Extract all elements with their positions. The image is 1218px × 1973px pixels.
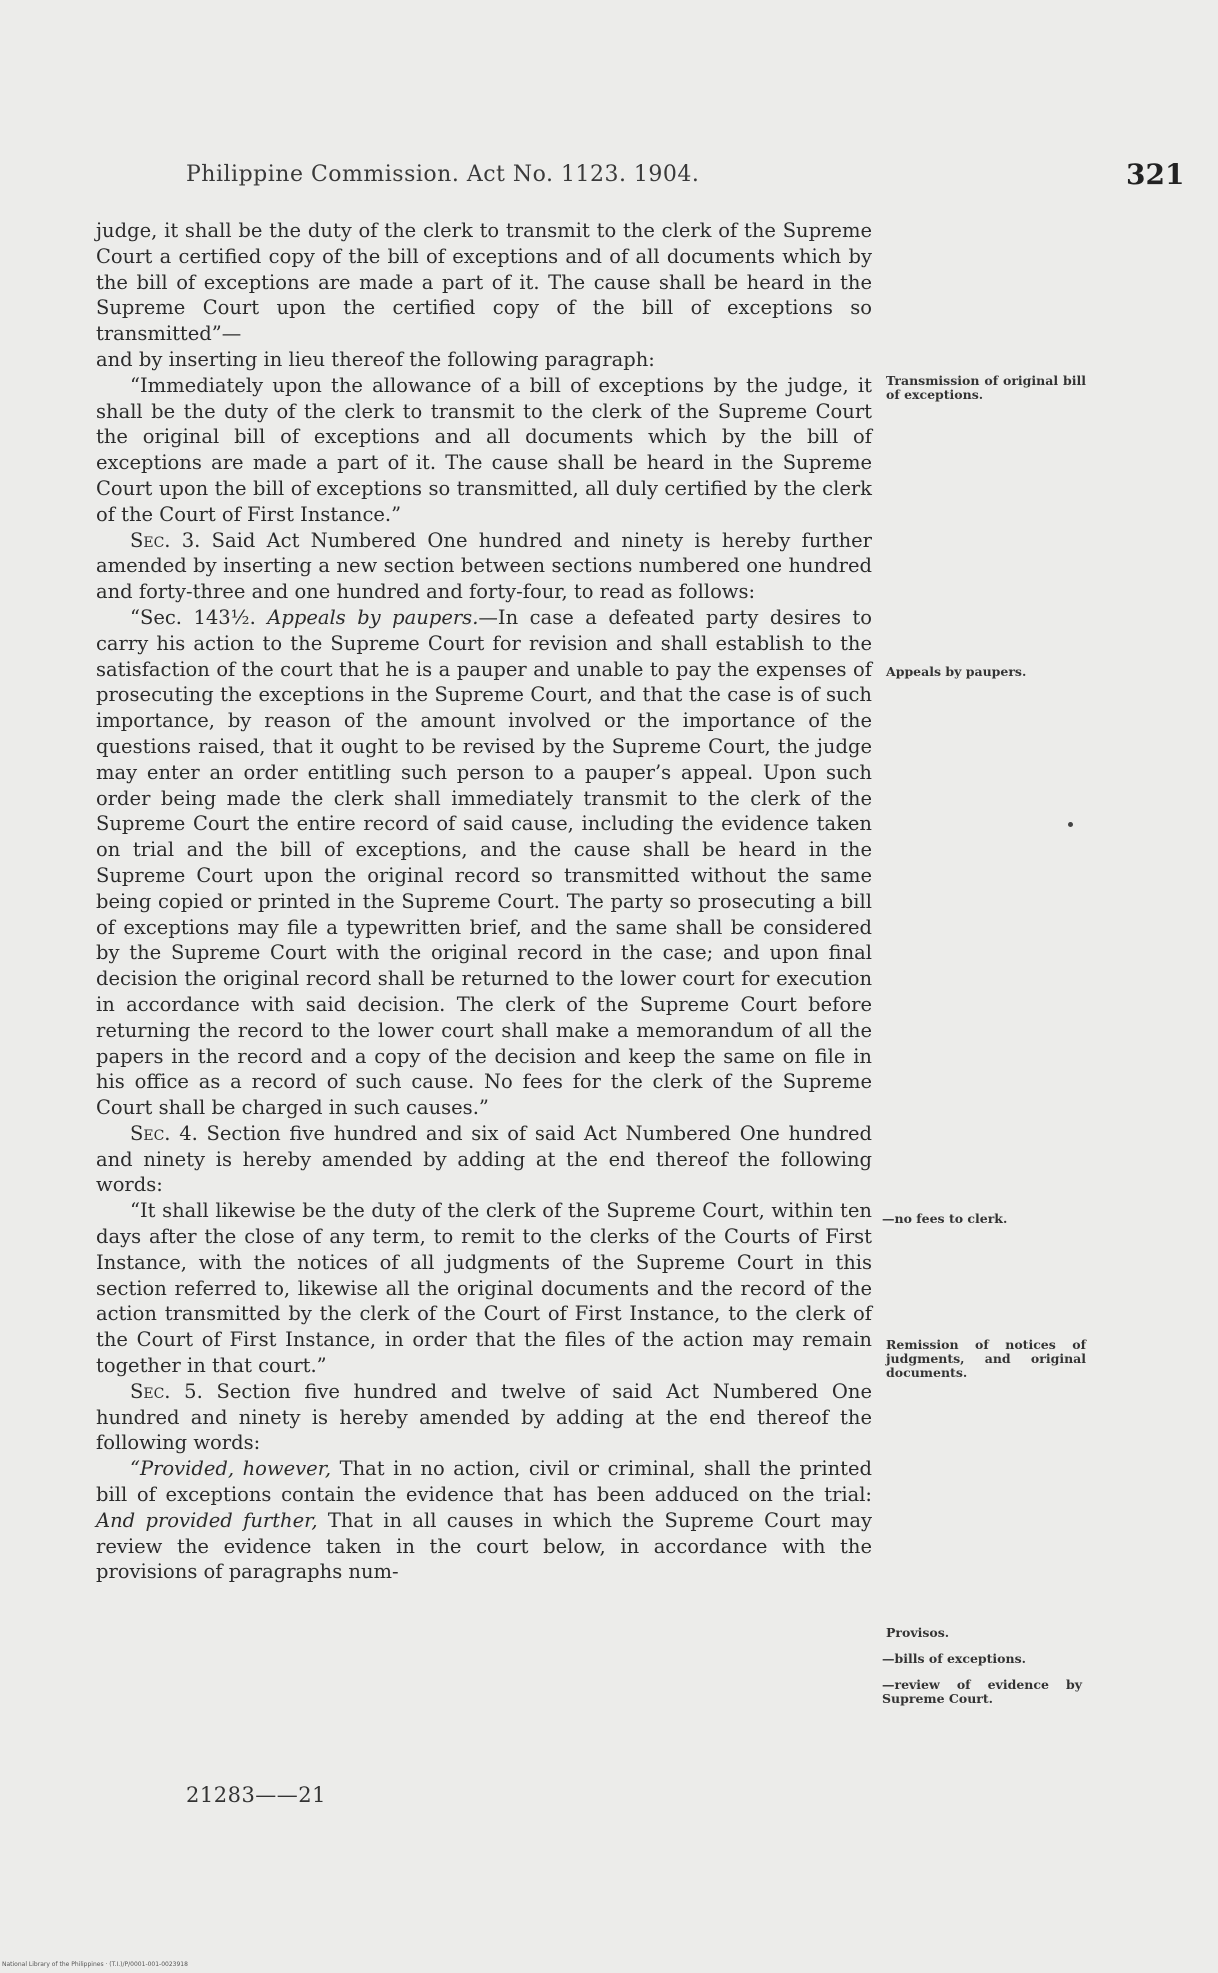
paragraph-likewise: “It shall likewise be the duty of the clerk of the Supreme Court, within ten days after the close of any term, to remit to the clerks of the Courts of First Instance, with the notices of all judgments of the Supreme Court in this section referred to, likewise all the original documents and the record of the action transmitted by the clerk of the Court of First Instance, to the clerk of the Court of First Instance, in order that the files of the action may remain together in that court.”: [96, 1199, 872, 1378]
scan-credit: National Library of the Philippines · (T.I.)/P/0001-001-0023918: [2, 1961, 188, 1968]
section-text: Said Act Numbered One hundred and ninety is hereby further amended by inserting a new section between sections numbered one hundred and forty-three and one hundred and forty-four, to read as follows:: [96, 528, 872, 604]
margin-note-bills: —bills of exceptions.: [882, 1651, 1026, 1666]
signature-mark: 21283——21: [186, 1783, 327, 1807]
section-label: Sec. 4.: [130, 1121, 198, 1145]
section-title: Appeals by paupers.: [267, 605, 479, 629]
paragraph-section-4: [96, 1121, 872, 1198]
section-label: “Sec. 143½.: [130, 605, 268, 629]
paragraph-section-143: [96, 605, 872, 1121]
margin-note-review: —review of evidence by Supreme Court.: [882, 1677, 1082, 1706]
section-label: Sec. 5.: [130, 1379, 203, 1403]
dash: —: [478, 605, 498, 629]
page-number: 321: [1126, 158, 1185, 191]
paragraph-section-5: [96, 1379, 872, 1456]
section-text: Section five hundred and twelve of said Act Numbered One hundred and ninety is hereby amended by adding at the end thereof the following words:: [96, 1379, 873, 1455]
paragraph-section-3: [96, 528, 872, 605]
margin-note-provisos: Provisos.: [886, 1625, 950, 1640]
paragraph-continuation: judge, it shall be the duty of the clerk to transmit to the clerk of the Supreme Court a certified copy of the bill of exceptions and of all documents which by the bill of exceptions are made a part of it. The cause shall be heard in the Supreme Court upon the certified copy of the bill of exceptions so transmitted”—: [96, 219, 872, 346]
proviso-italic: “Provided, however,: [130, 1457, 332, 1481]
paragraph-provisos: [96, 1456, 872, 1585]
ink-spot: [1068, 822, 1073, 827]
body-text: [96, 218, 872, 1585]
margin-note-no-fees: —no fees to clerk.: [882, 1211, 1008, 1226]
section-label: Sec. 3.: [130, 528, 201, 552]
margin-note-appeals: Appeals by paupers.: [886, 664, 1027, 679]
running-head: Philippine Commission. Act No. 1123. 1904.: [186, 162, 700, 187]
proviso-italic: And provided further,: [96, 1508, 318, 1532]
margin-note-transmission: Transmission of original bill of exceptions.: [886, 373, 1086, 402]
margin-note-remission: Remission of notices of judgments, and original documents.: [886, 1337, 1086, 1380]
section-text: In case a defeated party desires to carry his action to the Supreme Court for revision and shall establish to the satisfaction of the court that he is a pauper and unable to pay the expenses of prosecuting the exceptions in the Supreme Court, and that the case is of such importance, by reason of the amount involved or the importance of the questions raised, that it ought to be revised by the Supreme Court, the judge may enter an order entitling such person to a pauper’s appeal. Upon such order being made the clerk shall immediately transmit to the clerk of the Supreme Court the entire record of said cause, including the evidence taken on trial and the bill of exceptions, and the cause shall be heard in the Supreme Court upon the original record so transmitted without the same being copied or printed in the Supreme Court. The party so prosecuting a bill of exceptions may file a typewritten brief, and the same shall be considered by the Supreme Court with the original record in the case; and upon final decision the original record shall be returned to the lower court for execution in accordance with said decision. The clerk of the Supreme Court before returning the record to the lower court shall make a memorandum of all the papers in the record and a copy of the decision and keep the same on file in his office as a record of such cause. No fees for the clerk of the Supreme Court shall be charged in such causes.”: [96, 605, 873, 1120]
section-text: Section five hundred and six of said Act Numbered One hundred and ninety is hereby amended by adding at the end thereof the following words:: [96, 1121, 872, 1197]
paragraph-inserting: and by inserting in lieu thereof the following paragraph:: [96, 347, 655, 371]
proviso-text: That in all causes in which the Supreme Court may review the evidence taken in the court below, in accordance with the provisions of paragraphs num-: [96, 1508, 872, 1584]
proviso-text: That in no action, civil or criminal, shall the printed bill of exceptions contain the evidence that has been adduced on the trial:: [96, 1457, 872, 1507]
paragraph-immediately: “Immediately upon the allowance of a bill of exceptions by the judge, it shall be the duty of the clerk to transmit to the clerk of the Supreme Court the original bill of exceptions and all documents which by the bill of exceptions are made a part of it. The cause shall be heard in the Supreme Court upon the bill of exceptions so transmitted, all duly certified by the clerk of the Court of First Instance.”: [96, 373, 872, 526]
